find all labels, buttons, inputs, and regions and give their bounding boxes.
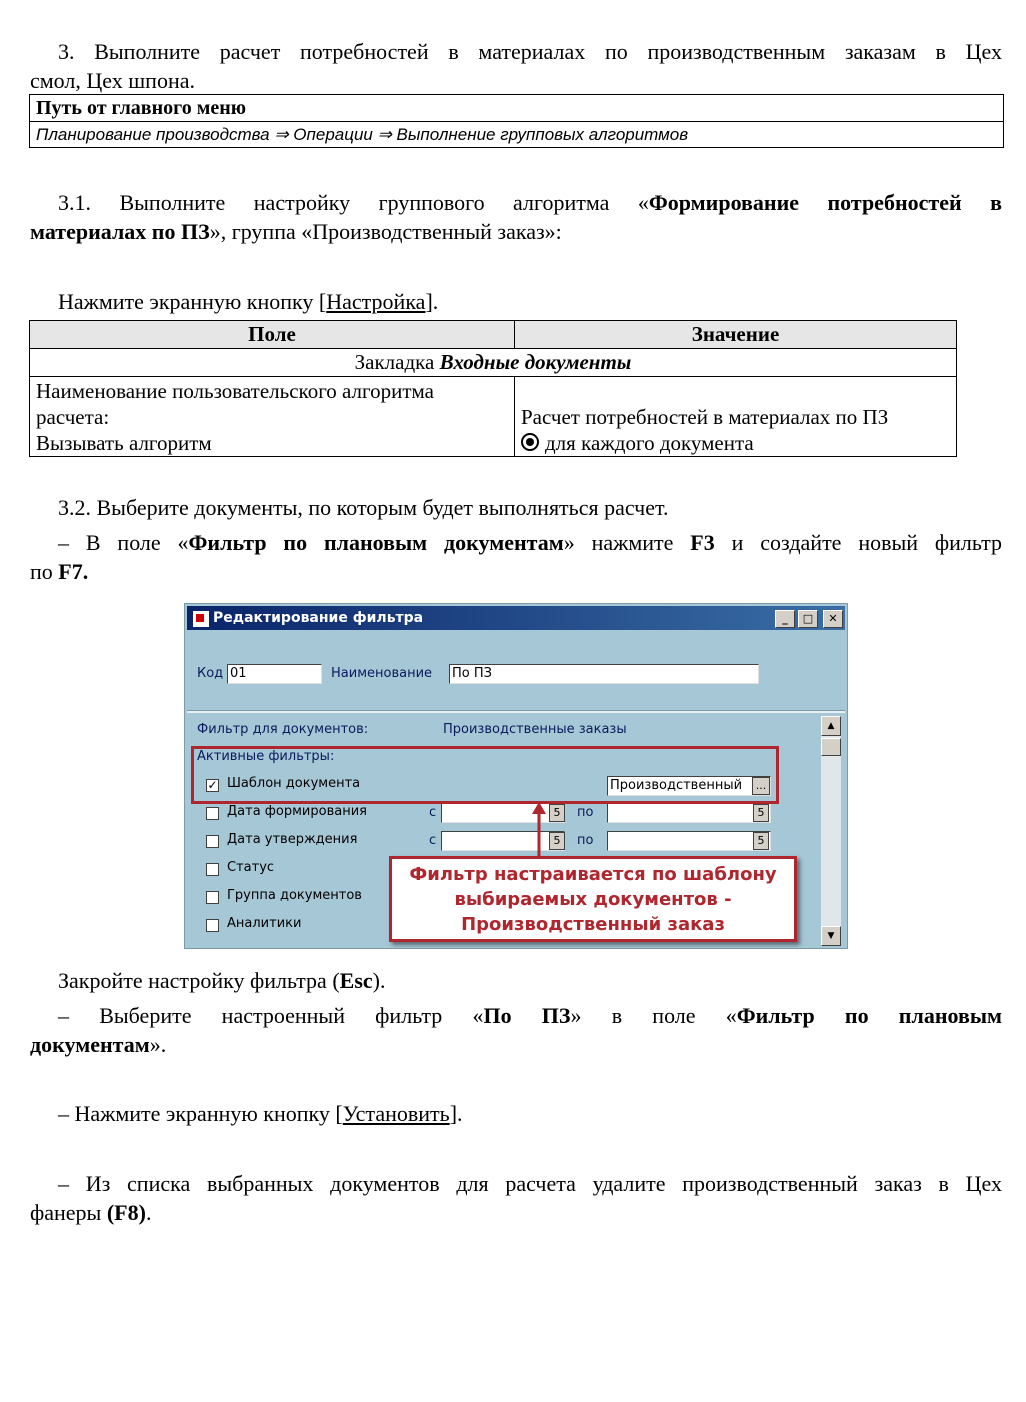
code-input[interactable]: 01 [227,664,322,684]
press-settings-text: Нажмите экранную кнопку [Настройка]. [58,289,439,314]
checkbox-label: Аналитики [227,916,302,931]
press-set-text: – Нажмите экранную кнопку [Установить]. [58,1101,463,1126]
remove-step-line1: – Из списка выбранных документов для расчета удалите производственный заказ в Цех [58,1171,1002,1196]
checkbox-checked-icon[interactable]: ✓ [207,778,218,792]
tab-row: Закладка Входные документы [30,349,957,377]
date-approved-to[interactable] [607,831,771,851]
step32-text: 3.2. Выберите документы, по которым будет выполняться расчет. [58,495,669,520]
minimize-button[interactable]: _ [775,610,795,628]
value-cell: Расчет потребностей в материалах по ПЗ для каждого документа [515,377,957,457]
filter-for-value: Производственные заказы [443,722,627,737]
menu-path-table [29,94,1004,148]
filter-for-label: Фильтр для документов: [197,722,369,737]
checkbox-label: Дата формирования [227,804,367,819]
checkbox-icon[interactable] [206,919,219,932]
calendar-icon[interactable]: 5 [549,804,565,822]
ellipsis-button[interactable]: ... [752,777,770,795]
highlight-box [191,746,779,804]
dialog-title: Редактирование фильтра [213,610,424,626]
step31-line2: материалах по ПЗ», группа «Производственный заказ»: [30,219,562,244]
name-input[interactable]: По ПЗ [449,664,759,684]
annotation-callout: Фильтр настраивается по шаблону выбираемых документов - Производственный заказ [389,856,797,942]
to-label: по [577,833,594,848]
calendar-icon[interactable]: 5 [549,832,565,850]
remove-step-line2: фанеры (F8). [30,1200,152,1225]
name-label: Наименование [331,666,433,681]
checkbox-icon[interactable] [206,863,219,876]
checkbox-label: Шаблон документа [227,776,361,791]
checkbox-icon[interactable] [206,835,219,848]
col-value-header: Значение [515,321,957,349]
date-formed-to[interactable] [607,803,771,823]
filter-step-line1: – В поле «Фильтр по плановым документам» нажмите F3 и создайте новый фильтр [58,530,1002,555]
dialog-titlebar [187,606,845,630]
calendar-icon[interactable]: 5 [753,804,769,822]
settings-table [29,320,957,457]
arrow-up-icon [529,802,549,860]
from-label: с [429,833,437,848]
from-label: с [429,805,437,820]
step3-line1: 3. Выполните расчет потребностей в материалах по производственным заказам в Цех [58,39,1002,64]
checkbox-label: Статус [227,860,275,875]
app-icon [192,610,210,628]
filter-edit-dialog [184,603,848,949]
path-table-header: Путь от главного меню [30,95,1004,122]
set-button-ref: Установить [342,1101,450,1126]
checkbox-label: Дата утверждения [227,832,358,847]
close-filter-text: Закройте настройку фильтра (Esc). [58,968,386,993]
active-filters-label: Активные фильтры: [197,749,335,764]
code-label: Код [197,666,224,681]
maximize-button[interactable]: □ [798,610,818,628]
step31-line1: 3.1. Выполните настройку группового алгоритма «Формирование потребностей в [58,190,1002,215]
template-select[interactable]: Производственный [607,776,771,796]
settings-button-ref: Настройка [326,289,426,314]
scroll-down-icon[interactable]: ▼ [821,926,841,946]
radio-selected-icon [521,433,539,451]
scrollbar[interactable] [821,716,841,946]
checkbox-label: Группа документов [227,888,362,903]
to-label: по [577,805,594,820]
col-field-header: Поле [30,321,515,349]
step3-line2: смол, Цех шпона. [30,68,195,93]
field-cell: Наименование пользовательского алгоритма расчета: Вызывать алгоритм [30,377,515,457]
menu-path: Планирование производства ⇒ Операции ⇒ Выполнение групповых алгоритмов [30,122,1004,148]
checkbox-icon[interactable] [206,807,219,820]
filter-step-line2: по F7. [30,559,89,584]
calendar-icon[interactable]: 5 [753,832,769,850]
checkbox-icon[interactable] [206,891,219,904]
choose-filter-line2: документам». [30,1032,167,1057]
scroll-thumb[interactable] [821,738,841,756]
scroll-up-icon[interactable]: ▲ [821,716,841,736]
choose-filter-line1: – Выберите настроенный фильтр «По ПЗ» в поле «Фильтр по плановым [58,1003,1002,1028]
divider [187,710,845,713]
close-button[interactable]: ✕ [823,610,843,628]
